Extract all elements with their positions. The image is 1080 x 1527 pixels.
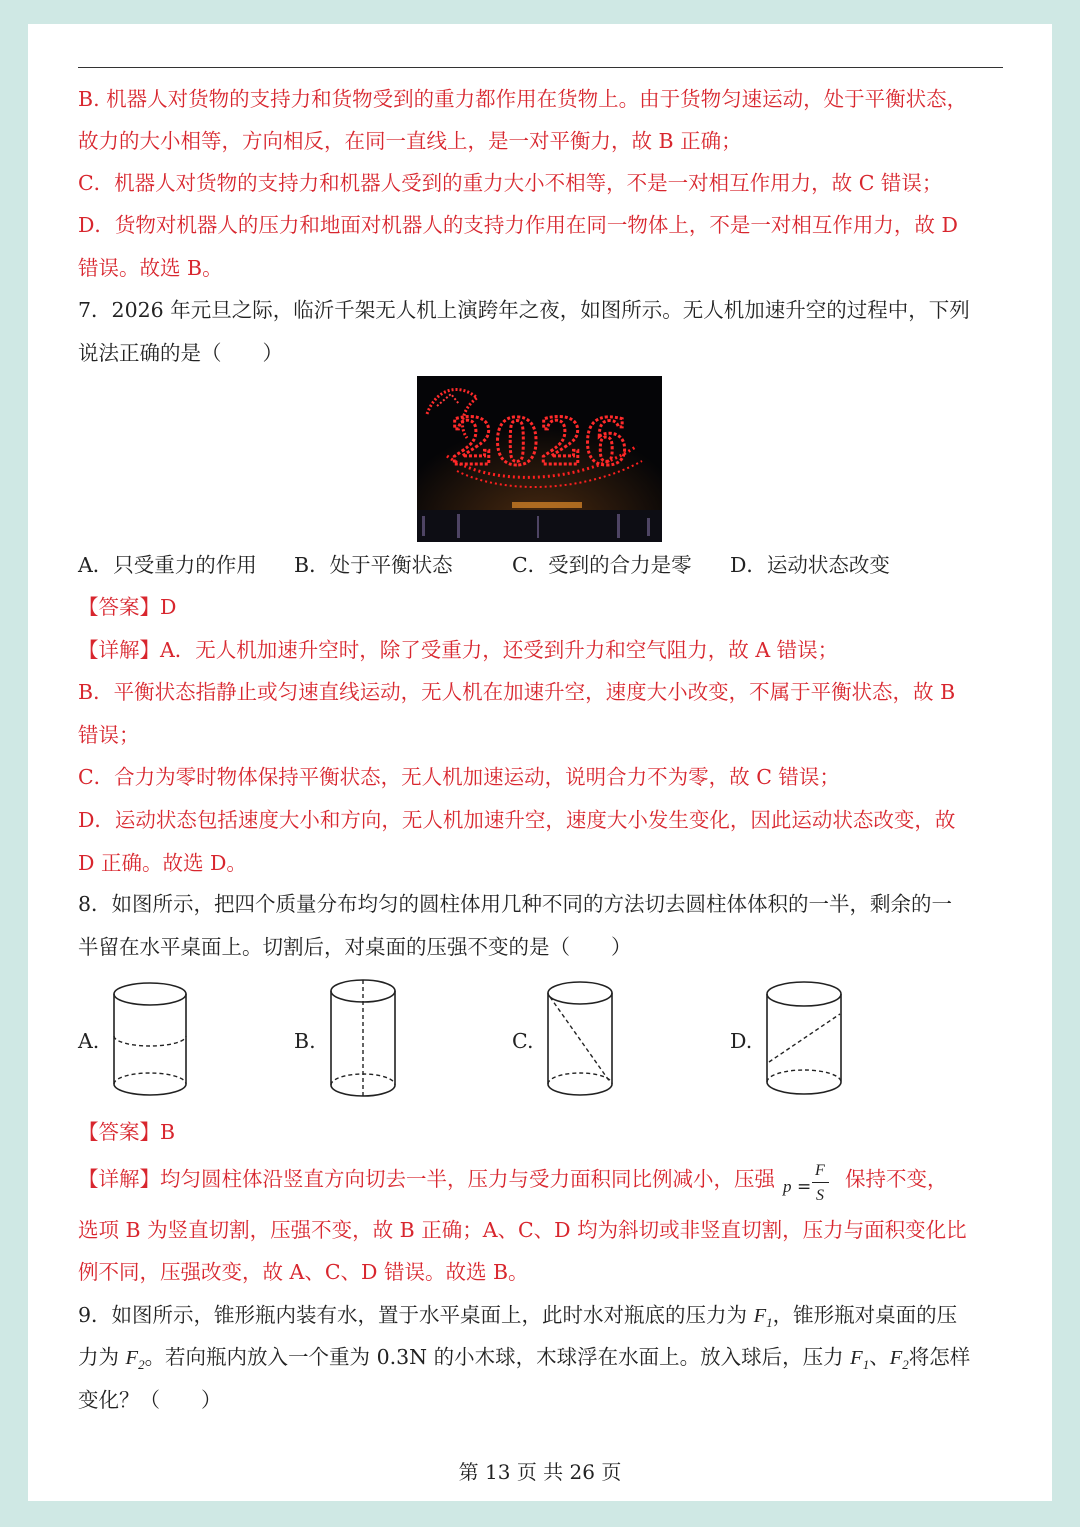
text-line: B. 机器人对货物的支持力和货物受到的重力都作用在货物上。由于货物匀速运动，处于平衡状态，	[78, 87, 968, 111]
cylinder-c-figure	[546, 979, 616, 1101]
text-line: D．货物对机器人的压力和地面对机器人的支持力作用在同一物体上，不是一对相互作用力，故 D	[78, 213, 958, 237]
answer-tag: 【答案】	[78, 595, 160, 619]
drone-2026-text: 2026	[449, 405, 629, 480]
cylinder-d-figure	[764, 978, 846, 1100]
detail-tag: 【详解】	[78, 1167, 160, 1191]
detail-8	[78, 1161, 1008, 1204]
detail-text: A．无人机加速升空时，除了受重力，还受到升力和空气阻力，故 A 错误；	[160, 638, 839, 662]
var-f: F	[753, 1305, 767, 1327]
header-rule	[78, 67, 1003, 68]
formula-p: p	[783, 1176, 792, 1196]
question-9	[78, 1300, 1008, 1338]
q9-text: 力为	[78, 1345, 126, 1369]
sub-1: 1	[766, 1315, 773, 1331]
question-8: 8．如图所示，把四个质量分布均匀的圆柱体用几种不同的方法切去圆柱体体积的一半，剩余的一	[78, 892, 953, 916]
detail-tag: 【详解】	[78, 638, 160, 662]
text-line: B．平衡状态指静止或匀速直线运动，无人机在加速升空，速度大小改变，不属于平衡状态，故 B	[78, 680, 956, 704]
detail-7	[78, 635, 1008, 665]
q9-text: 。若向瓶内放入一个重为 0.3N 的小木球，木球浮在水面上。放入球后，压力	[144, 1345, 851, 1369]
text-line: C．机器人对货物的支持力和机器人受到的重力大小不相等，不是一对相互作用力，故 C 错误；	[78, 171, 943, 195]
answer-value: D	[160, 595, 177, 619]
question-7-cont: 说法正确的是（ ）	[78, 341, 283, 365]
formula-numerator: F	[815, 1161, 825, 1179]
detail-text: 均匀圆柱体沿竖直方向切去一半，压力与受力面积同比例减小，压强	[160, 1167, 775, 1191]
answer-tag: 【答案】	[78, 1120, 160, 1144]
text-line: 选项 B 为竖直切割，压强不变，故 B 正确；A、C、D 均为斜切或非竖直切割，压力与面积变化比	[78, 1218, 967, 1242]
q9-text: 9．如图所示，锥形瓶内装有水，置于水平桌面上，此时水对瓶底的压力为	[78, 1303, 754, 1327]
question-9-cont	[78, 1342, 1008, 1380]
q7-option-d: D．运动状态改变	[730, 553, 890, 577]
var-f: F	[850, 1347, 863, 1369]
q7-option-a: A．只受重力的作用	[78, 553, 257, 577]
text-line: D 正确。故选 D。	[78, 851, 247, 875]
page-footer: 第 13 页 共 26 页	[458, 1460, 622, 1484]
question-7: 7．2026 年元旦之际，临沂千架无人机上演跨年之夜，如图所示。无人机加速升空的过程中，下列	[78, 298, 970, 322]
formula-denominator: S	[816, 1186, 824, 1204]
q8-label-d: D.	[730, 1029, 753, 1053]
question-9-cont: 变化？（ ）	[78, 1388, 222, 1412]
text-line: C．合力为零时物体保持平衡状态，无人机加速运动，说明合力不为零，故 C 错误；	[78, 765, 840, 789]
text-line: 错误；	[78, 723, 140, 747]
cylinder-a-figure	[112, 980, 192, 1100]
q8-label-c: C.	[512, 1029, 534, 1053]
text-line: 故力的大小相等，方向相反，在同一直线上，是一对平衡力，故 B 正确；	[78, 129, 742, 153]
formula-eq: =	[797, 1176, 812, 1197]
text-line: 错误。故选 B。	[78, 256, 223, 280]
sub-1: 1	[862, 1357, 870, 1373]
answer-value: B	[160, 1120, 176, 1144]
pressure-formula	[781, 1161, 839, 1204]
q7-option-b: B．处于平衡状态	[294, 553, 453, 577]
cylinder-b-figure	[329, 977, 399, 1102]
answer-7	[78, 592, 1008, 622]
document-page	[28, 24, 1052, 1501]
var-f: F	[889, 1347, 903, 1369]
text-line: 例不同，压强改变，故 A、C、D 错误。故选 B。	[78, 1260, 529, 1284]
question-8-cont: 半留在水平桌面上。切割后，对桌面的压强不变的是（ ）	[78, 935, 632, 959]
q8-label-b: B.	[294, 1029, 316, 1053]
q9-text: 将怎样	[908, 1345, 971, 1369]
detail-text-end: 保持不变，	[845, 1167, 948, 1191]
q8-label-a: A.	[78, 1029, 100, 1053]
q7-option-c: C．受到的合力是零	[512, 553, 692, 577]
drone-show-photo	[417, 376, 662, 542]
sub-2: 2	[902, 1357, 909, 1373]
q9-text: ，锥形瓶对桌面的压	[772, 1303, 958, 1327]
answer-8	[78, 1117, 1008, 1147]
text-line: D．运动状态包括速度大小和方向，无人机加速升空，速度大小发生变化，因此运动状态改变，故	[78, 808, 956, 832]
sub-2: 2	[138, 1357, 145, 1373]
var-f: F	[125, 1347, 139, 1369]
separator: 、	[869, 1345, 890, 1369]
